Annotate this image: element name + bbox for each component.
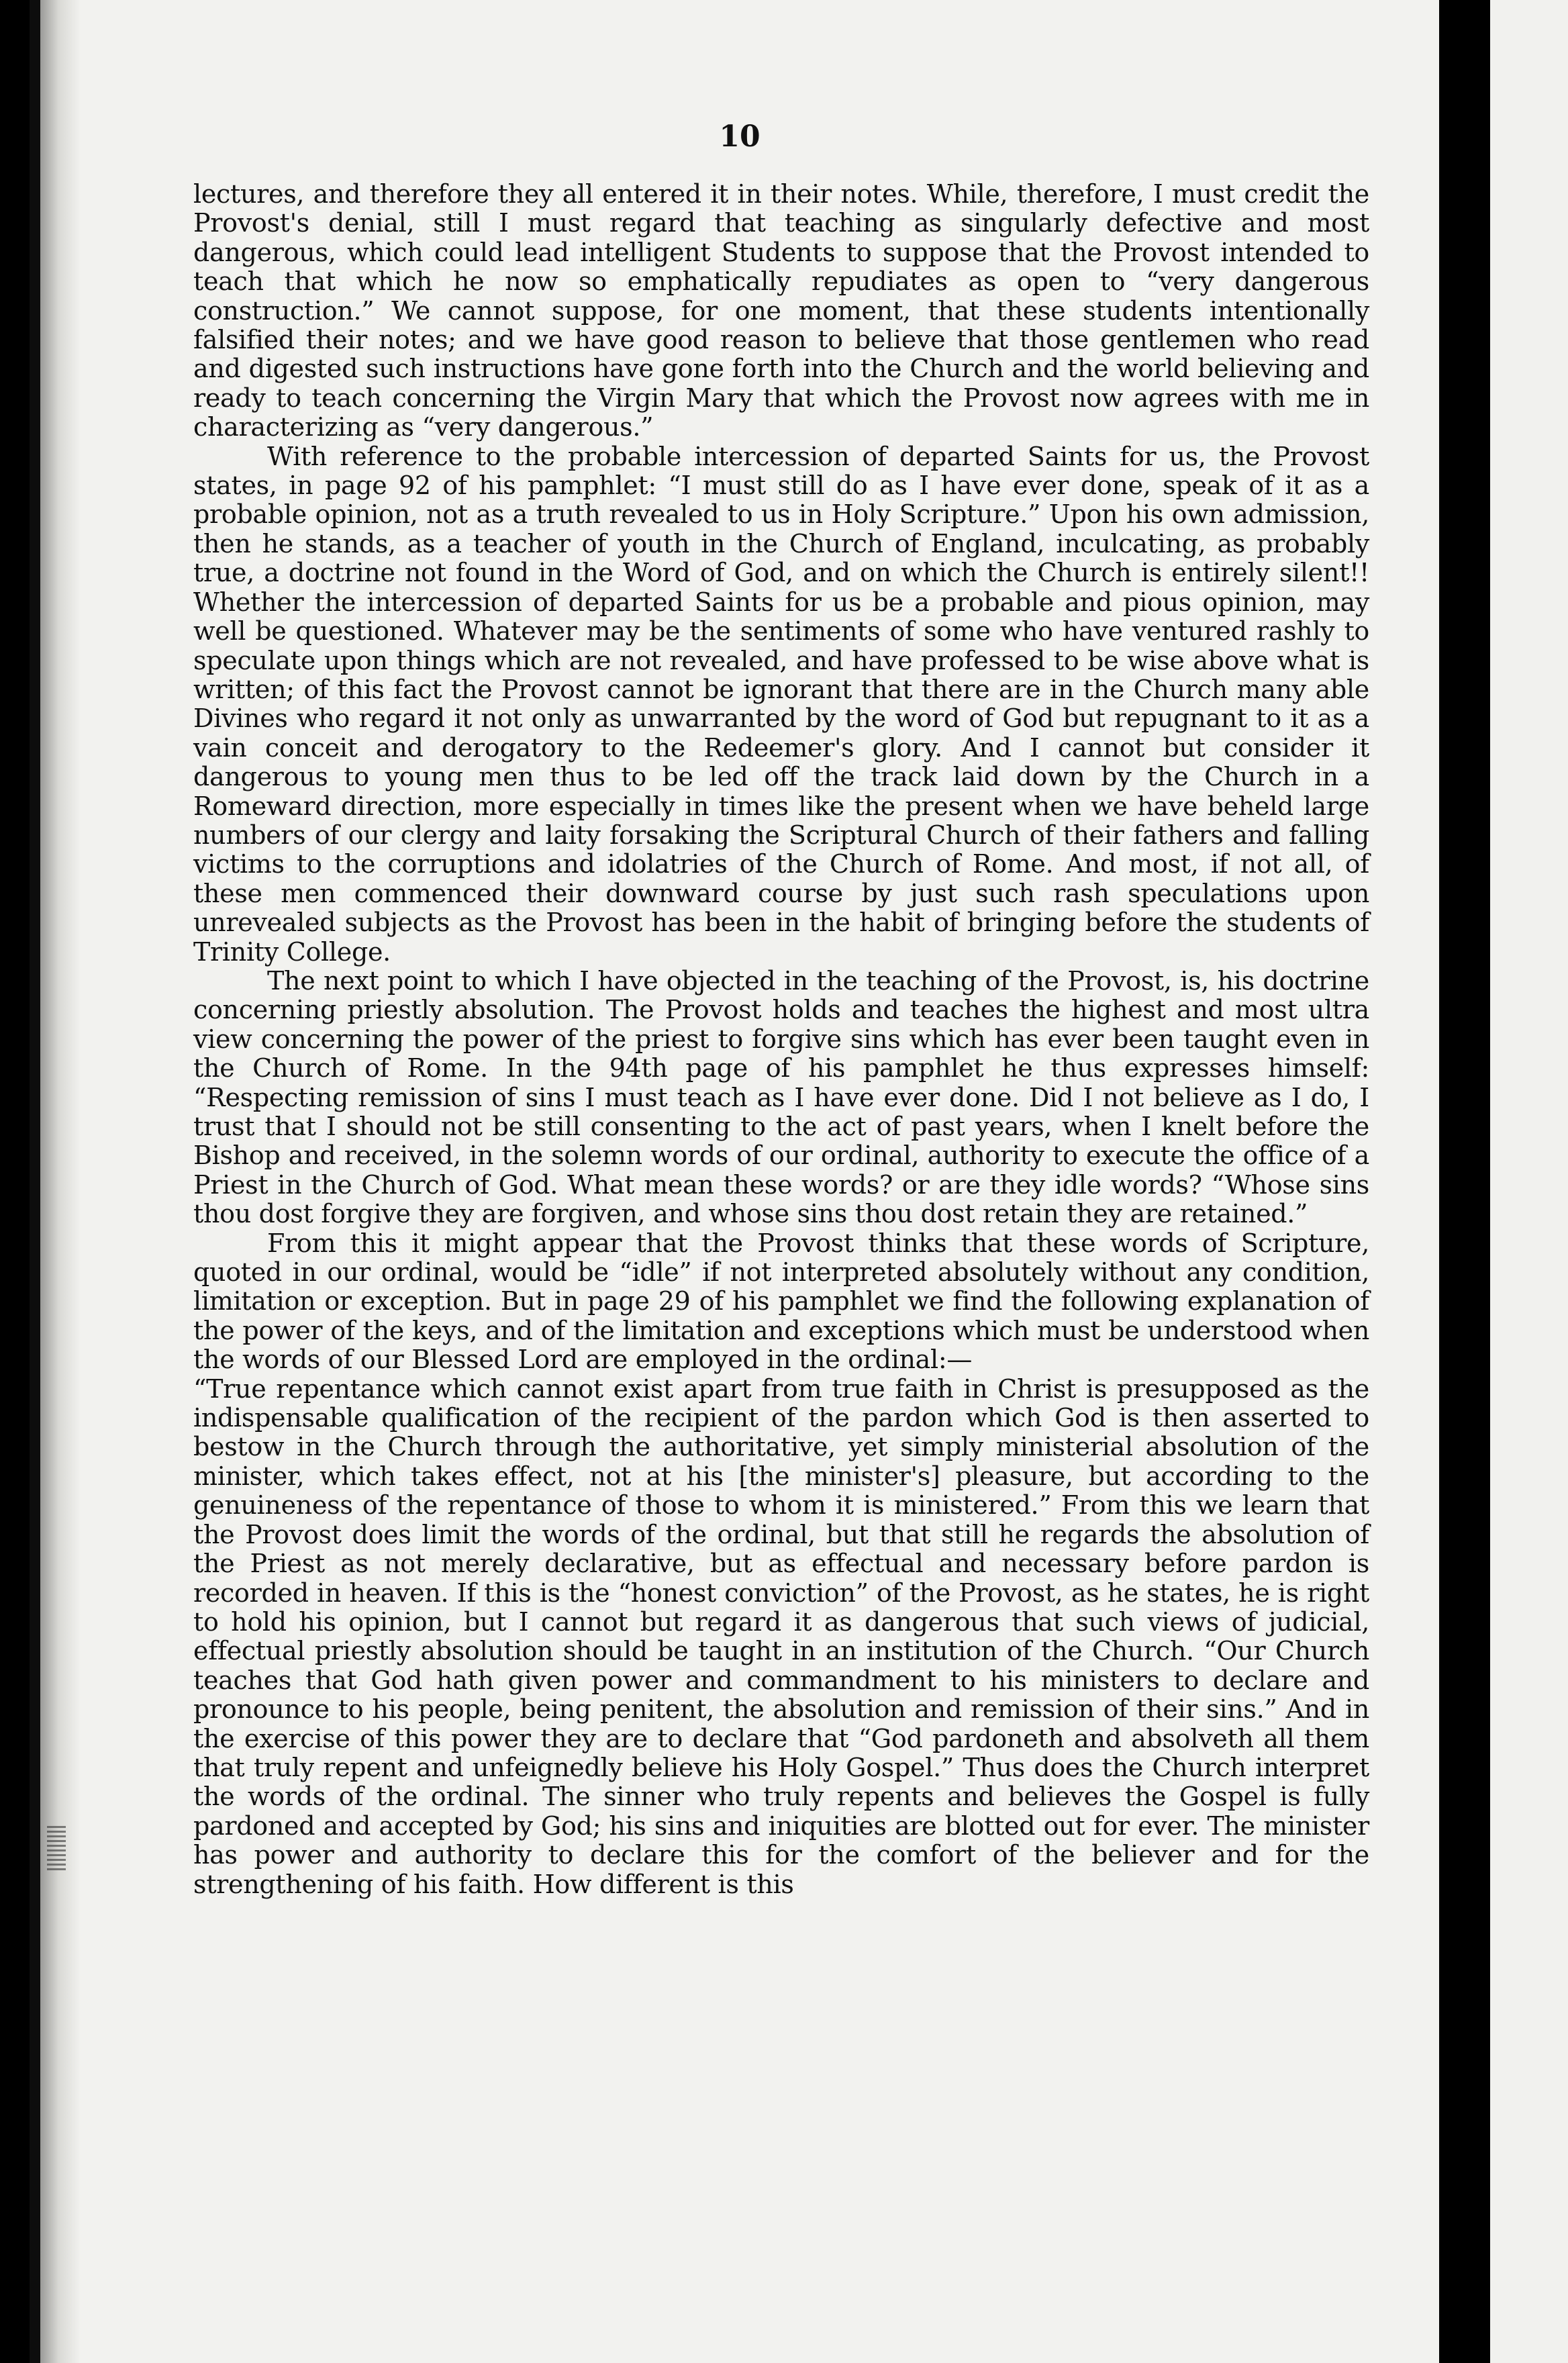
adjacent-page-edge [1490,0,1568,2363]
margin-mark [47,1826,66,1873]
binding-shadow [40,0,81,2363]
document-page [30,0,1439,2363]
paragraph: With reference to the probable intercession of departed Saints for us, the Provost states, in page 92 of his pamphlet: “I must still do as I have ever done, speak of it as a probable opinion, not as a truth revealed to us in Holy Scripture.” Upon his own admission, then he stands, as a teacher of youth in the Church of England, inculcating, as probably true, a doctrine not found in the Word of God, and on which the Church is entirely silent!! Whether the intercession of departed Saints for us be a probable and pious opinion, may well be questioned. Whatever may be the sentiments of some who have ventured rashly to speculate upon things which are not revealed, and have professed to be wise above what is written; of this fact the Provost cannot be ignorant that there are in the Church many able Divines who regard it not only as unwarranted by the word of God but repugnant to it as a vain conceit and derogatory to the Redeemer's glory. And I cannot but consider it dangerous to young men thus to be led off the track laid down by the Church in a Romeward direction, more especially in times like the present when we have beheld large numbers of our clergy and laity forsaking the Scriptural Church of their fathers and falling victims to the corruptions and idolatries of the Church of Rome. And most, if not all, of these men commenced their downward course by just such rash speculations upon unrevealed subjects as the Provost has been in the habit of bringing before the students of Trinity College. [193,441,1369,967]
body-text [193,180,1369,1899]
paragraph: The next point to which I have objected in the teaching of the Provost, is, his doctrine concerning priestly absolution. The Provost holds and teaches the highest and most ultra view concerning the power of the priest to forgive sins which has ever been taught even in the Church of Rome. In the 94th page of his pamphlet he thus expresses himself: “Respecting remission of sins I must teach as I have ever done. Did I not believe as I do, I trust that I should not be still consenting to the act of past years, when I knelt before the Bishop and received, in the solemn words of our ordinal, authority to execute the office of a Priest in the Church of God. What mean these words? or are they idle words? “Whose sins thou dost forgive they are forgiven, and whose sins thou dost retain they are retained.” [193,965,1369,1229]
page-number: 10 [719,119,761,154]
paragraph: lectures, and therefore they all entered it in their notes. While, therefore, I must credit the Provost's denial, still I must regard that teaching as singularly defective and most dangerous, which could lead intelligent Students to suppose that the Provost intended to teach that which he now so emphatically repudiates as open to “very dangerous construction.” We cannot suppose, for one moment, that these students intentionally falsified their notes; and we have good reason to believe that those gentlemen who read and digested such instructions have gone forth into the Church and the world believing and ready to teach concerning the Virgin Mary that which the Provost now agrees with me in characterizing as “very dangerous.” [193,179,1369,442]
paragraph: “True repentance which cannot exist apart from true faith in Christ is presupposed as the indispensable qualification of the recipient of the pardon which God is then asserted to bestow in the Church through the authoritative, yet simply ministerial absolution of the minister, which takes effect, not at his [the minister's] pleasure, but according to the genuineness of the repentance of those to whom it is ministered.” From this we learn that the Provost does limit the words of the ordinal, but that still he regards the absolution of the Priest as not merely declarative, but as effectual and necessary before pardon is recorded in heaven. If this is the “honest conviction” of the Provost, as he states, he is right to hold his opinion, but I cannot but regard it as dangerous that such views of judicial, effectual priestly absolution should be taught in an institution of the Church. “Our Church teaches that God hath given power and commandment to his ministers to declare and pronounce to his people, being penitent, the absolution and remission of their sins.” And in the exercise of this power they are to declare that “God pardoneth and absolveth all them that truly repent and unfeignedly believe his Holy Gospel.” Thus does the Church interpret the words of the ordinal. The sinner who truly repents and believes the Gospel is fully pardoned and accepted by God; his sins and iniquities are blotted out for ever. The minister has power and authority to declare this for the comfort of the believer and for the strengthening of his faith. How different is this [193,1373,1369,1899]
paragraph: From this it might appear that the Provost thinks that these words of Scripture, quoted in our ordinal, would be “idle” if not interpreted absolutely without any condition, limitation or exception. But in page 29 of his pamphlet we find the following explanation of the power of the keys, and of the limitation and exceptions which must be understood when the words of our Blessed Lord are employed in the ordinal:— [193,1228,1369,1375]
left-binding-edge [0,0,30,2363]
